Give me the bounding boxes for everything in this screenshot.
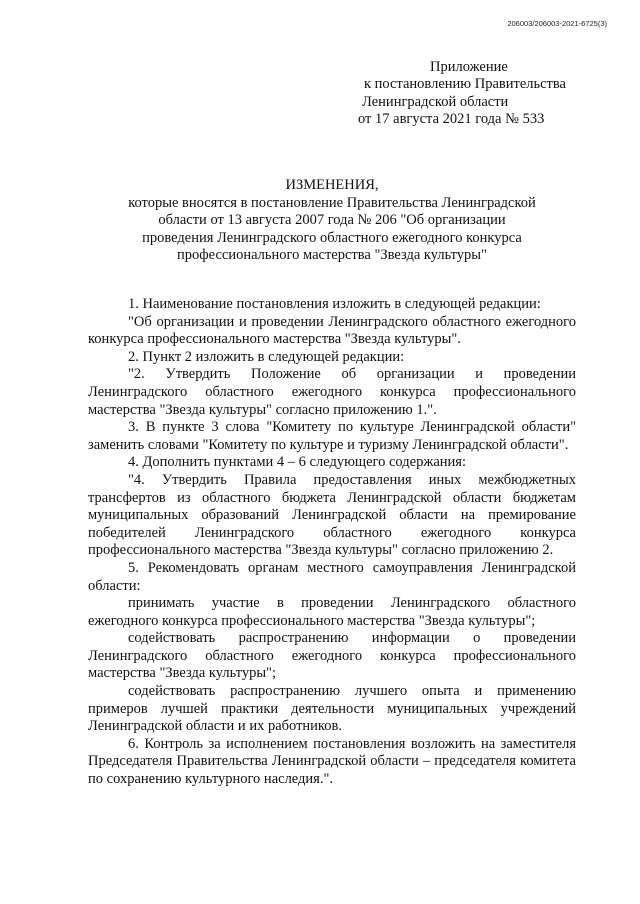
title-line-2: области от 13 августа 2007 года № 206 "Об организации	[158, 212, 506, 228]
paragraph-6: 6. Контроль за исполнением постановления возложить на заместителя Председателя Правительства Ленинградской области – председателя комитета по сохранению культурного наследия.".	[88, 735, 576, 788]
paragraph-3: 3. В пункте 3 слова "Комитету по культуре Ленинградской области" заменить словами "Комитету по культуре и туризму Ленинградской области".	[88, 419, 576, 453]
paragraph-1: 1. Наименование постановления изложить в следующей редакции:	[128, 296, 541, 312]
title-line-3: проведения Ленинградского областного ежегодного конкурса	[142, 229, 522, 246]
document-title	[88, 177, 576, 265]
paragraph-5: 5. Рекомендовать органам местного самоуправления Ленинградской области:	[88, 559, 576, 594]
appendix-block	[358, 59, 588, 129]
title-line-4: профессионального мастерства "Звезда культуры"	[177, 247, 487, 263]
paragraph-5-item-3: содействовать распространению лучшего опыта и применению примеров лучшей практики деятельности муниципальных учреждений Ленинградской области и их работников.	[88, 683, 576, 735]
document-number: 206003/206003-2021-6725(3)	[507, 19, 607, 28]
paragraph-1-quote: "Об организации и проведении Ленинградского областного ежегодного конкурса профессионального мастерства "Звезда культуры".	[88, 313, 576, 348]
appendix-line-1: Приложение	[430, 59, 508, 75]
appendix-line-3: Ленинградской области	[362, 93, 509, 110]
title-heading: ИЗМЕНЕНИЯ,	[285, 177, 379, 193]
paragraph-4: 4. Дополнить пунктами 4 – 6 следующего содержания:	[128, 454, 466, 471]
paragraph-5-item-2: содействовать распространению информации о проведении Ленинградского областного ежегодного конкурса профессионального мастерства "Звезда культуры";	[88, 630, 576, 682]
appendix-line-4: от 17 августа 2021 года № 533	[358, 111, 545, 128]
document-body	[88, 296, 576, 789]
title-line-1: которые вносятся в постановление Правительства Ленинградской	[128, 194, 536, 211]
paragraph-5-item-1: принимать участие в проведении Ленинградского областного ежегодного конкурса профессионального мастерства "Звезда культуры";	[88, 595, 576, 629]
paragraph-2: 2. Пункт 2 изложить в следующей редакции:	[128, 348, 405, 365]
paragraph-4-quote: "4. Утвердить Правила предоставления иных межбюджетных трансфертов из областного бюджета Ленинградской области бюджетам муниципальных образований Ленинградской области на премирование победителей Ленинградского областного ежегодного конкурса профессионального мастерства "Звезда культуры" согласно приложению 2.	[88, 471, 576, 559]
appendix-line-2: к постановлению Правительства	[364, 76, 566, 93]
paragraph-2-quote: "2. Утвердить Положение об организации и проведении Ленинградского областного ежегодного конкурса профессионального мастерства "Звезда культуры" согласно приложению 1.".	[88, 366, 576, 418]
